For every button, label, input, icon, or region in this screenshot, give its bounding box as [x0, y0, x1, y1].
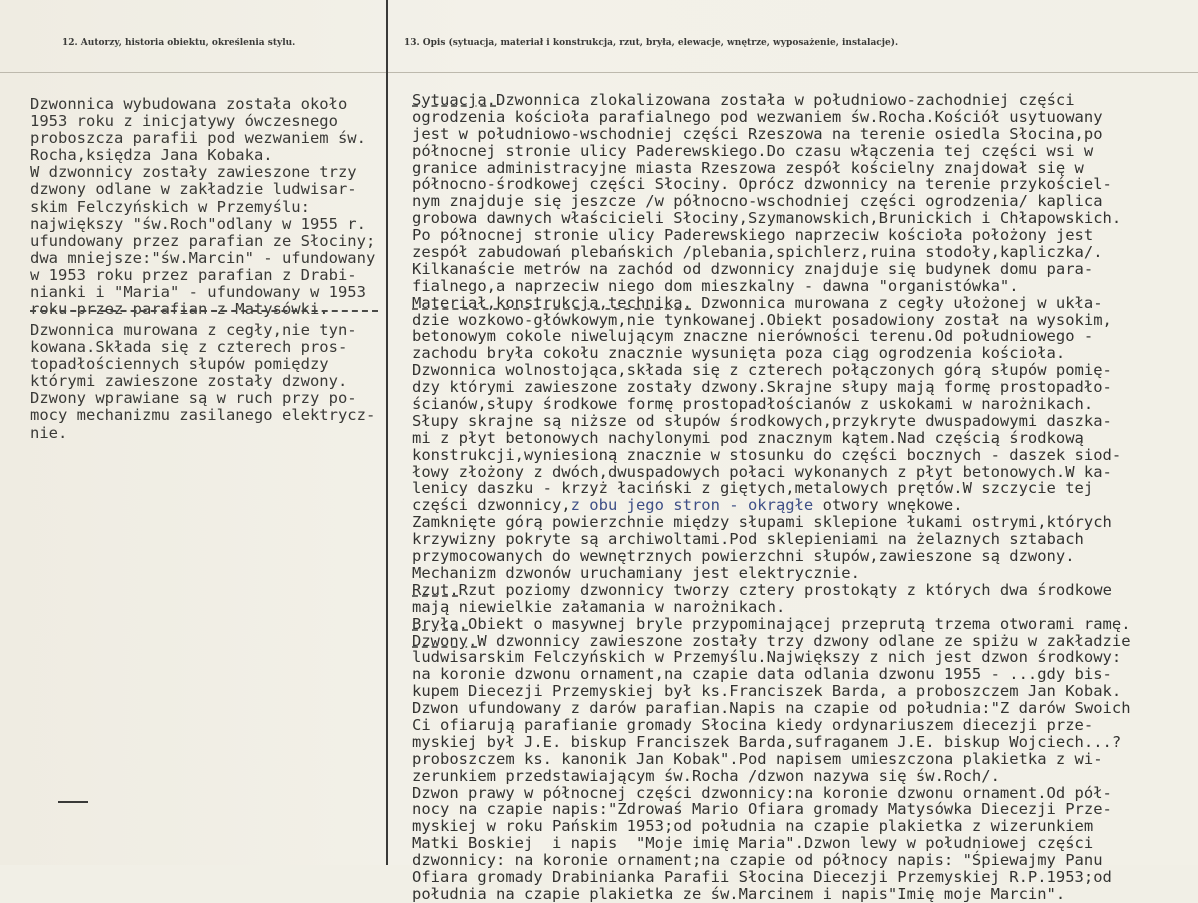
text-line: mocy mechanizmu zasilanego elektrycz- — [30, 406, 376, 425]
text-segment: lenicy daszku - krzyż łaciński z giętych,metalowych prętów.W szczycie tej — [412, 479, 1094, 498]
description-text-block — [412, 92, 1131, 903]
text-segment: łowy złożony z dwóch,dwuspadowych połaci wykonanych z płyt betonowych.W ka- — [412, 462, 1112, 481]
text-line: największy "św.Roch"odlany w 1955 r. — [30, 214, 366, 233]
text-segment: Obiekt o masywnej bryle przypominającej przeprutą trzema otworami ramę. — [468, 614, 1131, 633]
text-segment: proboszczem ks. kanonik Jan Kobak".Pod napisem umieszczona plakietka z wi- — [412, 749, 1103, 768]
text-segment: krzywizny pokryte są archiwoltami.Pod sklepieniami na żelaznych sztabach — [412, 530, 1084, 549]
text-line: Dzwonnica wybudowana została około — [30, 95, 348, 113]
text-segment: Matki Boskiej i napis "Moje imię Maria".Dzwon lewy w południowej części — [412, 834, 1094, 853]
text-segment: grobowa dawnych właścicieli Słociny,Szymanowskich,Brunickich i Chłapowskich. — [412, 209, 1122, 228]
text-segment: dzwonnicy: na koronie ornament;na czapie od północy napis: "Śpiewajmy Panu — [412, 851, 1103, 870]
text-line — [412, 295, 1131, 312]
text-line — [412, 869, 1131, 886]
text-line — [412, 210, 1131, 227]
text-line — [412, 717, 1131, 734]
text-segment: Słupy skrajne są niższe od słupów środkowych,przykryte dwuspadowymi daszka- — [412, 411, 1112, 430]
text-line: nie. — [30, 423, 68, 442]
section-label: Sytuacja. — [412, 91, 496, 109]
text-segment: Ci ofiarują parafianie gromady Słocina kiedy ordynariuszem diecezji prze- — [412, 715, 1094, 734]
text-line — [412, 328, 1131, 345]
text-line — [412, 464, 1131, 481]
text-line: proboszcza parafii pod wezwaniem św. — [30, 129, 366, 148]
text-line: 1953 roku z inicjatywy ówczesnego — [30, 112, 338, 131]
text-line — [412, 480, 1131, 497]
text-segment: zachodu bryła cokołu znacznie wysunięta poza ciąg ogrodzenia kościoła. — [412, 344, 1066, 363]
text-segment: północnej stronie ulicy Paderewskiego.Do czasu włączenia tej części wsi w — [412, 141, 1094, 160]
text-line — [412, 345, 1131, 362]
text-segment: przymocowanych do wewnętrznych powierzchni słupów,zawieszone są dzwony. — [412, 547, 1075, 566]
text-line — [412, 430, 1131, 447]
text-segment: Mechanizm dzwonów uruchamiany jest elektrycznie. — [412, 563, 860, 582]
text-line — [412, 176, 1131, 193]
text-segment: części dzwonnicy, — [412, 496, 571, 515]
text-segment: ścianów,słupy środkowe formę prostopadłościanów z uskokami w narożnikach. — [412, 395, 1094, 414]
text-segment: Dzwonnica murowana z cegły ułożonej w ukła- — [691, 293, 1103, 312]
text-segment: myskiej był J.E. biskup Franciszek Barda,sufraganem J.E. biskup Wojciech...? — [412, 732, 1122, 751]
text-line — [412, 734, 1131, 751]
text-segment: Ofiara gromady Drabinianka Parafii Słocina Diecezji Przemyskiej R.P.1953;od — [412, 867, 1112, 886]
text-line — [412, 396, 1131, 413]
text-segment: konstrukcji,wyniesioną znacznie w stosunku do części bocznych - daszek siod- — [412, 445, 1122, 464]
text-segment: Kilkanaście metrów na zachód od dzwonnicy znajduje się budynek domu para- — [412, 259, 1094, 278]
text-line: Dzwony wprawiane są w ruch przy po- — [30, 389, 357, 408]
text-line — [412, 818, 1131, 835]
text-line — [412, 683, 1131, 700]
text-segment: zerunkiem przedstawiającym św.Rocha /dzwon nazywa się św.Roch/. — [412, 766, 1000, 785]
column-divider — [386, 0, 388, 865]
text-line — [412, 785, 1131, 802]
text-line: którymi zawieszone zostały dzwony. — [30, 372, 348, 391]
text-line: skim Felczyńskich w Przemyślu: — [30, 197, 310, 216]
section-label: Rzut. — [412, 580, 459, 599]
text-line — [412, 649, 1131, 666]
text-segment: Rzut poziomy dzwonnicy tworzy cztery prostokąty z których dwa środkowe — [458, 580, 1112, 599]
text-line: Rocha,księdza Jana Kobaka. — [30, 146, 273, 165]
text-line — [412, 379, 1131, 396]
text-line — [412, 362, 1131, 379]
blue-overtype-text: z obu jego stron - okrągłe — [570, 496, 814, 515]
text-segment: mają niewielkie załamania w narożnikach. — [412, 597, 786, 616]
text-line — [412, 835, 1131, 852]
text-segment: Po północnej stronie ulicy Paderewskiego naprzeciw kościoła położony jest — [412, 226, 1094, 245]
text-segment: jest w południowo-wschodniej części Rzeszowa na terenie osiedla Słocina,po — [412, 124, 1103, 143]
text-line — [412, 193, 1131, 210]
text-segment: granice administracyjne miasta Rzeszowa zespół kościelny znajdował się w — [412, 158, 1084, 177]
text-line — [412, 278, 1131, 295]
text-segment: nym znajduje się jeszcze /w północno-wschodniej części ogrodzenia/ kaplica — [412, 192, 1103, 211]
text-line — [412, 447, 1131, 464]
text-segment: dzie wozkowo-główkowym,nie tynkowanej.Obiekt posadowiony został na wysokim, — [412, 310, 1112, 329]
dashed-separator — [30, 310, 378, 312]
text-segment: północno-środkowej części Słociny. Oprócz dzwonnicy na terenie przykościel- — [412, 175, 1112, 194]
text-segment: myskiej w roku Pańskim 1953;od południa na czapie plakietka z wizerunkiem — [412, 817, 1094, 836]
text-segment: dzy którymi zawieszone zostały dzwony.Skrajne słupy mają formę prostopadło- — [412, 378, 1112, 397]
style-text-block — [30, 322, 375, 442]
text-line: dzwony odlane w zakładzie ludwisar- — [30, 180, 357, 199]
text-line — [412, 886, 1131, 903]
text-segment: zespół zabudowań plebańskich /plebania,spichlerz,ruina stodoły,kapliczka/. — [412, 243, 1103, 262]
section-12-heading: 12. Autorzy, historia obiektu, określenia stylu. — [62, 38, 296, 48]
text-line — [412, 666, 1131, 683]
text-segment: Dzwon prawy w północnej części dzwonnicy:na koronie dzwonu ornament.Od pół- — [412, 783, 1112, 802]
text-line — [412, 244, 1131, 261]
text-line — [412, 565, 1131, 582]
text-segment: kupem Diecezji Przemyskiej był ks.Franciszek Barda, a proboszczem Jan Kobak. — [412, 682, 1122, 701]
text-line — [412, 852, 1131, 869]
text-segment: Dzwonnica wolnostojąca,składa się z czterech połączonych górą słupów pomię- — [412, 361, 1112, 380]
text-line — [412, 312, 1131, 329]
section-13-heading: 13. Opis (sytuacja, materiał i konstrukcja, rzut, bryła, elewacje, wnętrze, wyposażenie, instalacje). — [404, 38, 899, 48]
text-line — [412, 109, 1131, 126]
text-line: w 1953 roku przez parafian z Drabi- — [30, 265, 357, 284]
text-line — [412, 801, 1131, 818]
text-line — [412, 92, 1131, 109]
text-line — [412, 261, 1131, 278]
text-line — [412, 413, 1131, 430]
text-line — [412, 751, 1131, 768]
section-label: Materiał,konstrukcja,technika. — [412, 293, 692, 312]
text-line — [412, 700, 1131, 717]
text-line: ufundowany przez parafian ze Słociny; — [30, 231, 376, 250]
header-divider — [0, 72, 1198, 73]
text-line — [412, 616, 1131, 633]
text-segment: ogrodzenia kościoła parafialnego pod wezwaniem św.Rocha.Kościół usytuowany — [412, 107, 1103, 126]
text-line — [412, 633, 1131, 650]
text-line — [412, 768, 1131, 785]
text-line — [412, 531, 1131, 548]
text-line — [412, 497, 1131, 514]
text-line: topadłościennych słupów pomiędzy — [30, 355, 329, 374]
text-line — [412, 126, 1131, 143]
text-line: kowana.Składa się z czterech pros- — [30, 338, 348, 357]
text-line: W dzwonnicy zostały zawieszone trzy — [30, 163, 357, 182]
text-segment: ludwisarskim Felczyńskich w Przemyślu.Największy z nich jest dzwon środkowy: — [412, 648, 1122, 667]
section-label: Dzwony. — [412, 631, 478, 650]
text-line — [412, 582, 1131, 599]
text-line — [412, 143, 1131, 160]
text-segment: południa na czapie plakietka ze św.Marcinem i napis"Imię moje Marcin". — [412, 884, 1066, 903]
text-segment: nocy na czapie napis:"Zdrowaś Mario Ofiara gromady Matysówka Diecezji Prze- — [412, 800, 1112, 819]
text-segment: na koronie dzwonu ornament,na czapie data odlania dzwonu 1955 - ...gdy bis- — [412, 665, 1112, 684]
history-text-block — [30, 96, 375, 318]
text-line: nianki i "Maria" - ufundowany w 1953 — [30, 283, 366, 302]
text-line: dwa mniejsze:"św.Marcin" - ufundowany — [30, 248, 376, 267]
text-segment: fialnego,a naprzeciw niego dom mieszkalny - dawna "organistówka". — [412, 276, 1019, 295]
text-line — [412, 514, 1131, 531]
text-segment: W dzwonnicy zawieszone zostały trzy dzwony odlane ze spiżu w zakładzie — [477, 631, 1131, 650]
text-segment: Dzwonnica zlokalizowana została w południowo-zachodniej części — [496, 91, 1075, 109]
text-line — [412, 548, 1131, 565]
text-line — [412, 599, 1131, 616]
text-line — [412, 227, 1131, 244]
text-segment: Zamknięte górą powierzchnie między słupami sklepione łukami ostrymi,których — [412, 513, 1112, 532]
margin-tick-mark — [58, 801, 88, 803]
text-segment: Dzwon ufundowany z darów parafian.Napis na czapie od południa:"Z darów Swoich — [412, 699, 1131, 718]
text-segment: betonowym cokole niwelującym znaczne nierówności terenu.Od południowego - — [412, 327, 1094, 346]
text-segment: otwory wnękowe. — [813, 496, 963, 515]
text-line — [412, 160, 1131, 177]
text-line: Dzwonnica murowana z cegły,nie tyn- — [30, 321, 357, 339]
text-line: roku przez parafian z Matysówki. — [30, 300, 329, 319]
section-label: Bryła. — [412, 614, 468, 633]
text-segment: mi z płyt betonowych nachylonymi pod znacznym kątem.Nad częścią środkową — [412, 428, 1084, 447]
